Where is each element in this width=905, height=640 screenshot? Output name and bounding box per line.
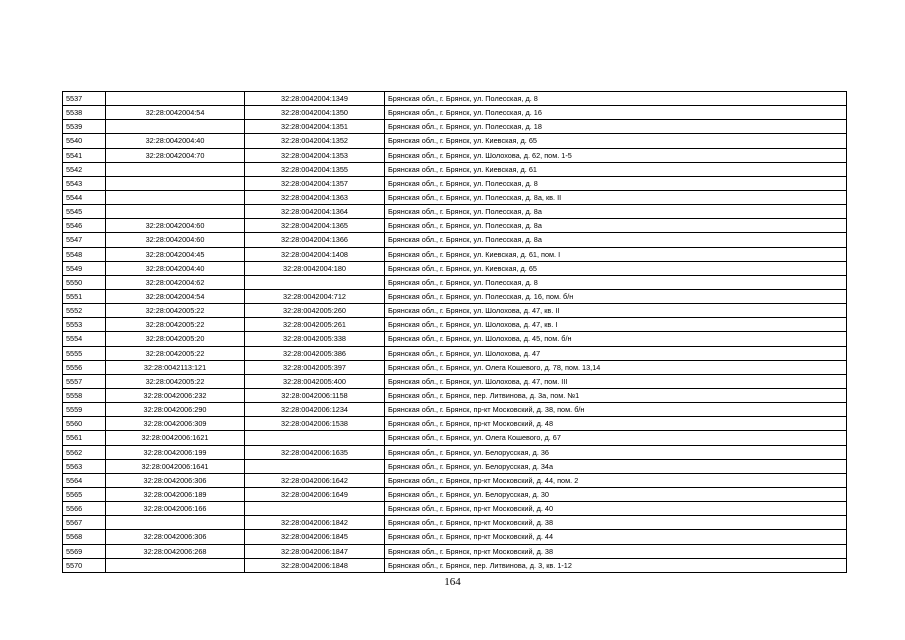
object-cadastral-number-cell: 32:28:0042004:1366 bbox=[245, 233, 385, 247]
row-number-cell: 5565 bbox=[63, 487, 106, 501]
table-row bbox=[63, 247, 847, 261]
address-cell: Брянская обл., г. Брянск, пр-кт Московский, д. 38 bbox=[385, 544, 847, 558]
land-cadastral-number-cell: 32:28:0042006:189 bbox=[106, 487, 245, 501]
row-number-cell: 5549 bbox=[63, 261, 106, 275]
row-number-cell: 5566 bbox=[63, 502, 106, 516]
table-row bbox=[63, 530, 847, 544]
object-cadastral-number-cell: 32:28:0042005:400 bbox=[245, 374, 385, 388]
row-number-cell: 5563 bbox=[63, 459, 106, 473]
row-number-cell: 5547 bbox=[63, 233, 106, 247]
address-cell: Брянская обл., г. Брянск, ул. Киевская, д. 61 bbox=[385, 162, 847, 176]
page-number: 164 bbox=[444, 576, 461, 588]
object-cadastral-number-cell: 32:28:0042006:1842 bbox=[245, 516, 385, 530]
object-cadastral-number-cell: 32:28:0042005:397 bbox=[245, 360, 385, 374]
table-row bbox=[63, 431, 847, 445]
row-number-cell: 5560 bbox=[63, 417, 106, 431]
object-cadastral-number-cell: 32:28:0042004:1352 bbox=[245, 134, 385, 148]
land-cadastral-number-cell bbox=[106, 516, 245, 530]
address-cell: Брянская обл., г. Брянск, ул. Киевская, д. 65 bbox=[385, 134, 847, 148]
table-row bbox=[63, 219, 847, 233]
object-cadastral-number-cell bbox=[245, 431, 385, 445]
object-cadastral-number-cell: 32:28:0042004:1363 bbox=[245, 190, 385, 204]
row-number-cell: 5540 bbox=[63, 134, 106, 148]
table-row bbox=[63, 346, 847, 360]
land-cadastral-number-cell: 32:28:0042004:40 bbox=[106, 261, 245, 275]
address-cell: Брянская обл., г. Брянск, ул. Олега Кошевого, д. 67 bbox=[385, 431, 847, 445]
address-cell: Брянская обл., г. Брянск, пер. Литвинова, д. 3а, пом. №1 bbox=[385, 388, 847, 402]
land-cadastral-number-cell bbox=[106, 558, 245, 572]
row-number-cell: 5544 bbox=[63, 190, 106, 204]
land-cadastral-number-cell: 32:28:0042006:166 bbox=[106, 502, 245, 516]
table-row bbox=[63, 403, 847, 417]
object-cadastral-number-cell: 32:28:0042005:261 bbox=[245, 318, 385, 332]
row-number-cell: 5550 bbox=[63, 275, 106, 289]
land-cadastral-number-cell: 32:28:0042006:309 bbox=[106, 417, 245, 431]
object-cadastral-number-cell: 32:28:0042004:1408 bbox=[245, 247, 385, 261]
table-row bbox=[63, 318, 847, 332]
table-row bbox=[63, 162, 847, 176]
address-cell: Брянская обл., г. Брянск, ул. Шолохова, д. 47, пом. III bbox=[385, 374, 847, 388]
address-cell: Брянская обл., г. Брянск, пр-кт Московский, д. 40 bbox=[385, 502, 847, 516]
object-cadastral-number-cell: 32:28:0042004:1351 bbox=[245, 120, 385, 134]
row-number-cell: 5558 bbox=[63, 388, 106, 402]
land-cadastral-number-cell: 32:28:0042004:70 bbox=[106, 148, 245, 162]
row-number-cell: 5539 bbox=[63, 120, 106, 134]
address-cell: Брянская обл., г. Брянск, пр-кт Московский, д. 38, пом. б/н bbox=[385, 403, 847, 417]
address-cell: Брянская обл., г. Брянск, ул. Шолохова, д. 45, пом. б/н bbox=[385, 332, 847, 346]
table-row bbox=[63, 374, 847, 388]
land-cadastral-number-cell: 32:28:0042006:306 bbox=[106, 473, 245, 487]
table-row bbox=[63, 558, 847, 572]
object-cadastral-number-cell: 32:28:0042004:1364 bbox=[245, 205, 385, 219]
row-number-cell: 5569 bbox=[63, 544, 106, 558]
row-number-cell: 5561 bbox=[63, 431, 106, 445]
address-cell: Брянская обл., г. Брянск, пр-кт Московский, д. 44 bbox=[385, 530, 847, 544]
row-number-cell: 5568 bbox=[63, 530, 106, 544]
table-row bbox=[63, 275, 847, 289]
land-cadastral-number-cell: 32:28:0042005:22 bbox=[106, 346, 245, 360]
address-cell: Брянская обл., г. Брянск, ул. Олега Кошевого, д. 78, пом. 13,14 bbox=[385, 360, 847, 374]
property-register-table bbox=[62, 91, 847, 573]
row-number-cell: 5562 bbox=[63, 445, 106, 459]
object-cadastral-number-cell: 32:28:0042004:1365 bbox=[245, 219, 385, 233]
row-number-cell: 5542 bbox=[63, 162, 106, 176]
land-cadastral-number-cell: 32:28:0042004:60 bbox=[106, 219, 245, 233]
table-row bbox=[63, 261, 847, 275]
row-number-cell: 5557 bbox=[63, 374, 106, 388]
land-cadastral-number-cell bbox=[106, 120, 245, 134]
address-cell: Брянская обл., г. Брянск, ул. Шолохова, д. 47, кв. I bbox=[385, 318, 847, 332]
table-row bbox=[63, 289, 847, 303]
address-cell: Брянская обл., г. Брянск, ул. Киевская, д. 65 bbox=[385, 261, 847, 275]
land-cadastral-number-cell: 32:28:0042005:22 bbox=[106, 374, 245, 388]
table-row bbox=[63, 120, 847, 134]
address-cell: Брянская обл., г. Брянск, пр-кт Московский, д. 38 bbox=[385, 516, 847, 530]
address-cell: Брянская обл., г. Брянск, ул. Киевская, д. 61, пом. I bbox=[385, 247, 847, 261]
register-table-body bbox=[63, 92, 847, 573]
object-cadastral-number-cell: 32:28:0042004:1357 bbox=[245, 176, 385, 190]
land-cadastral-number-cell: 32:28:0042004:40 bbox=[106, 134, 245, 148]
address-cell: Брянская обл., г. Брянск, ул. Полесская, д. 8а bbox=[385, 219, 847, 233]
land-cadastral-number-cell bbox=[106, 162, 245, 176]
land-cadastral-number-cell bbox=[106, 92, 245, 106]
row-number-cell: 5552 bbox=[63, 304, 106, 318]
land-cadastral-number-cell: 32:28:0042006:290 bbox=[106, 403, 245, 417]
row-number-cell: 5541 bbox=[63, 148, 106, 162]
table-row bbox=[63, 487, 847, 501]
address-cell: Брянская обл., г. Брянск, ул. Полесская, д. 16 bbox=[385, 106, 847, 120]
table-row bbox=[63, 445, 847, 459]
row-number-cell: 5559 bbox=[63, 403, 106, 417]
address-cell: Брянская обл., г. Брянск, пер. Литвинова, д. 3, кв. 1-12 bbox=[385, 558, 847, 572]
address-cell: Брянская обл., г. Брянск, ул. Полесская, д. 8а bbox=[385, 233, 847, 247]
object-cadastral-number-cell: 32:28:0042004:1353 bbox=[245, 148, 385, 162]
land-cadastral-number-cell: 32:28:0042006:199 bbox=[106, 445, 245, 459]
object-cadastral-number-cell bbox=[245, 459, 385, 473]
land-cadastral-number-cell: 32:28:0042004:60 bbox=[106, 233, 245, 247]
row-number-cell: 5546 bbox=[63, 219, 106, 233]
object-cadastral-number-cell: 32:28:0042006:1642 bbox=[245, 473, 385, 487]
row-number-cell: 5556 bbox=[63, 360, 106, 374]
address-cell: Брянская обл., г. Брянск, ул. Полесская, д. 8 bbox=[385, 92, 847, 106]
object-cadastral-number-cell: 32:28:0042006:1847 bbox=[245, 544, 385, 558]
table-row bbox=[63, 516, 847, 530]
object-cadastral-number-cell: 32:28:0042006:1649 bbox=[245, 487, 385, 501]
row-number-cell: 5555 bbox=[63, 346, 106, 360]
table-row bbox=[63, 134, 847, 148]
land-cadastral-number-cell: 32:28:0042006:1641 bbox=[106, 459, 245, 473]
row-number-cell: 5564 bbox=[63, 473, 106, 487]
object-cadastral-number-cell: 32:28:0042006:1538 bbox=[245, 417, 385, 431]
address-cell: Брянская обл., г. Брянск, ул. Полесская, д. 8а bbox=[385, 205, 847, 219]
land-cadastral-number-cell bbox=[106, 205, 245, 219]
land-cadastral-number-cell: 32:28:0042005:22 bbox=[106, 304, 245, 318]
table-row bbox=[63, 473, 847, 487]
land-cadastral-number-cell: 32:28:0042006:1621 bbox=[106, 431, 245, 445]
object-cadastral-number-cell: 32:28:0042004:1355 bbox=[245, 162, 385, 176]
address-cell: Брянская обл., г. Брянск, ул. Шолохова, д. 47 bbox=[385, 346, 847, 360]
address-cell: Брянская обл., г. Брянск, ул. Белорусская, д. 36 bbox=[385, 445, 847, 459]
table-row bbox=[63, 502, 847, 516]
object-cadastral-number-cell: 32:28:0042006:1848 bbox=[245, 558, 385, 572]
row-number-cell: 5543 bbox=[63, 176, 106, 190]
table-row bbox=[63, 304, 847, 318]
row-number-cell: 5554 bbox=[63, 332, 106, 346]
land-cadastral-number-cell: 32:28:0042004:54 bbox=[106, 289, 245, 303]
table-row bbox=[63, 106, 847, 120]
object-cadastral-number-cell: 32:28:0042006:1845 bbox=[245, 530, 385, 544]
row-number-cell: 5553 bbox=[63, 318, 106, 332]
table-row bbox=[63, 190, 847, 204]
object-cadastral-number-cell bbox=[245, 275, 385, 289]
land-cadastral-number-cell bbox=[106, 190, 245, 204]
address-cell: Брянская обл., г. Брянск, ул. Полесская, д. 8 bbox=[385, 176, 847, 190]
object-cadastral-number-cell bbox=[245, 502, 385, 516]
object-cadastral-number-cell: 32:28:0042005:338 bbox=[245, 332, 385, 346]
address-cell: Брянская обл., г. Брянск, ул. Полесская, д. 8а, кв. II bbox=[385, 190, 847, 204]
land-cadastral-number-cell bbox=[106, 176, 245, 190]
object-cadastral-number-cell: 32:28:0042004:712 bbox=[245, 289, 385, 303]
table-row bbox=[63, 388, 847, 402]
land-cadastral-number-cell: 32:28:0042004:62 bbox=[106, 275, 245, 289]
address-cell: Брянская обл., г. Брянск, ул. Полесская, д. 16, пом. б/н bbox=[385, 289, 847, 303]
table-row bbox=[63, 205, 847, 219]
land-cadastral-number-cell: 32:28:0042113:121 bbox=[106, 360, 245, 374]
land-cadastral-number-cell: 32:28:0042006:306 bbox=[106, 530, 245, 544]
object-cadastral-number-cell: 32:28:0042004:1349 bbox=[245, 92, 385, 106]
row-number-cell: 5545 bbox=[63, 205, 106, 219]
row-number-cell: 5570 bbox=[63, 558, 106, 572]
object-cadastral-number-cell: 32:28:0042005:386 bbox=[245, 346, 385, 360]
land-cadastral-number-cell: 32:28:0042004:45 bbox=[106, 247, 245, 261]
table-row bbox=[63, 459, 847, 473]
land-cadastral-number-cell: 32:28:0042004:54 bbox=[106, 106, 245, 120]
row-number-cell: 5538 bbox=[63, 106, 106, 120]
address-cell: Брянская обл., г. Брянск, пр-кт Московский, д. 48 bbox=[385, 417, 847, 431]
object-cadastral-number-cell: 32:28:0042004:1350 bbox=[245, 106, 385, 120]
table-row bbox=[63, 360, 847, 374]
object-cadastral-number-cell: 32:28:0042004:180 bbox=[245, 261, 385, 275]
object-cadastral-number-cell: 32:28:0042005:260 bbox=[245, 304, 385, 318]
object-cadastral-number-cell: 32:28:0042006:1635 bbox=[245, 445, 385, 459]
object-cadastral-number-cell: 32:28:0042006:1158 bbox=[245, 388, 385, 402]
address-cell: Брянская обл., г. Брянск, ул. Шолохова, д. 62, пом. 1-5 bbox=[385, 148, 847, 162]
table-row bbox=[63, 417, 847, 431]
table-row bbox=[63, 148, 847, 162]
address-cell: Брянская обл., г. Брянск, пр-кт Московский, д. 44, пом. 2 bbox=[385, 473, 847, 487]
land-cadastral-number-cell: 32:28:0042005:20 bbox=[106, 332, 245, 346]
table-row bbox=[63, 332, 847, 346]
table-row bbox=[63, 92, 847, 106]
row-number-cell: 5548 bbox=[63, 247, 106, 261]
table-row bbox=[63, 176, 847, 190]
address-cell: Брянская обл., г. Брянск, ул. Белорусская, д. 34а bbox=[385, 459, 847, 473]
object-cadastral-number-cell: 32:28:0042006:1234 bbox=[245, 403, 385, 417]
land-cadastral-number-cell: 32:28:0042006:268 bbox=[106, 544, 245, 558]
address-cell: Брянская обл., г. Брянск, ул. Полесская, д. 8 bbox=[385, 275, 847, 289]
address-cell: Брянская обл., г. Брянск, ул. Полесская, д. 18 bbox=[385, 120, 847, 134]
land-cadastral-number-cell: 32:28:0042005:22 bbox=[106, 318, 245, 332]
row-number-cell: 5537 bbox=[63, 92, 106, 106]
table-row bbox=[63, 233, 847, 247]
land-cadastral-number-cell: 32:28:0042006:232 bbox=[106, 388, 245, 402]
row-number-cell: 5567 bbox=[63, 516, 106, 530]
address-cell: Брянская обл., г. Брянск, ул. Белорусская, д. 30 bbox=[385, 487, 847, 501]
address-cell: Брянская обл., г. Брянск, ул. Шолохова, д. 47, кв. II bbox=[385, 304, 847, 318]
row-number-cell: 5551 bbox=[63, 289, 106, 303]
table-row bbox=[63, 544, 847, 558]
